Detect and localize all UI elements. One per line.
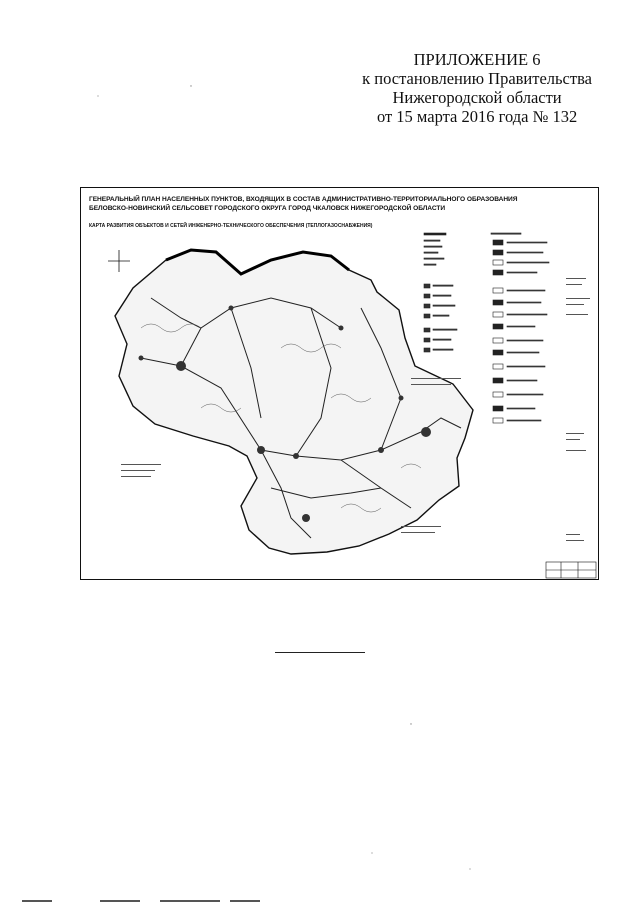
appendix-decree: к постановлению Правительства [362,69,592,88]
bottom-edge-marks [22,900,260,902]
map-title-line-1: ГЕНЕРАЛЬНЫЙ ПЛАН НАСЕЛЕННЫХ ПУНКТОВ, ВХОДЯЩИХ В СОСТАВ АДМИНИСТРАТИВНО-ТЕРРИТОРИАЛЬНОГО ОБРАЗОВАНИЯ [89,196,518,203]
appendix-region: Нижегородской области [392,88,562,107]
appendix-date: от 15 марта 2016 года № 132 [376,107,578,126]
map-subtitle: КАРТА РАЗВИТИЯ ОБЪЕКТОВ И СЕТЕЙ ИНЖЕНЕРНО-ТЕХНИЧЕСКОГО ОБЕСПЕЧЕНИЯ (ТЕПЛОГАЗОСНАБЖЕНИЯ) [89,223,373,229]
appendix-number: ПРИЛОЖЕНИЕ 6 [413,50,541,69]
map-title-line-2: БЕЛОВСКО-НОВИНСКИЙ СЕЛЬСОВЕТ ГОРОДСКОГО ОКРУГА ГОРОД ЧКАЛОВСК НИЖЕГОРОДСКОЙ ОБЛАСТИ [89,205,446,212]
